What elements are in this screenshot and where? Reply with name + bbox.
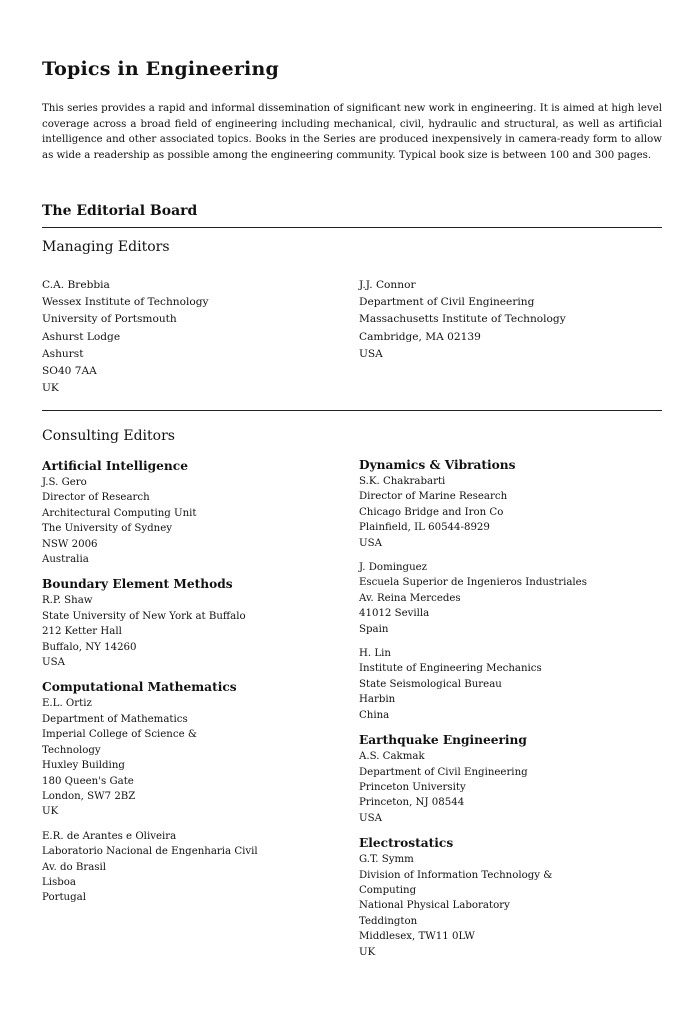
divider [42,227,662,228]
address-line: The University of Sydney [42,523,173,535]
address-line: Department of Civil Engineering [359,296,535,309]
address-line: Australia [42,554,89,566]
managing-editors-heading: Managing Editors [42,239,170,255]
address-line: Escuela Superior de Ingenieros Industriales [359,577,587,589]
address-line: Director of Research [42,492,150,504]
address-line: National Physical Laboratory [359,900,510,912]
topic-section [359,732,587,826]
address-line: Av. Reina Mercedes [359,592,461,604]
address-line: State Seismological Bureau [359,678,502,690]
topic-section [42,458,258,567]
address-line: Architectural Computing Unit [42,507,197,519]
address-line: 180 Queen's Gate [42,775,134,787]
topic-heading: Earthquake Engineering [359,733,527,748]
editor-name: A.S. Cakmak [359,751,425,763]
address-line: Middlesex, TW11 0LW [359,931,475,943]
address-line: Director of Marine Research [359,491,508,503]
address-line: Imperial College of Science & [42,729,197,741]
editor-entry [42,829,258,906]
address-line: China [359,709,390,721]
address-line: Princeton University [359,781,466,793]
address-line: 41012 Sevilla [359,608,430,620]
address-line: Av. do Brasil [42,861,107,873]
topic-heading: Computational Mathematics [42,680,237,695]
address-line: London, SW7 2BZ [42,790,136,802]
editor-name: J.S. Gero [42,477,87,488]
address-line: Technology [42,744,101,756]
address-line: NSW 2006 [42,538,98,550]
address-line: Department of Mathematics [42,713,188,725]
address-line: SO40 7AA [42,365,97,378]
editor-name: J.J. Connor [359,279,416,291]
address-line: Huxley Building [42,760,125,772]
series-description: This series provides a rapid and informal dissemination of significant new work in engineering. It is aimed at high level coverage across a broad field of engineering including mechanical, civil, hydraulic and structural, as well as artificial intelligence and other associated topics. Books in the Series are produced inexpensively in camera-ready form to allow as wide a readership as possible among the engineering community. Typical book size is between 100 and 300 pages. [42,103,662,161]
editor-name: E.L. Ortiz [42,698,92,710]
divider [42,410,662,411]
topic-heading: Dynamics & Vibrations [359,458,516,472]
topic-heading: Artificial Intelligence [42,459,188,473]
topic-heading: Electrostatics [359,836,454,851]
address-line: Institute of Engineering Mechanics [359,663,542,675]
address-line: USA [359,812,382,824]
series-title: Topics in Engineering [42,58,279,80]
address-line: Department of Civil Engineering [359,766,528,778]
editor-name: H. Lin [359,648,391,660]
address-line: Spain [359,623,389,635]
editor-name: E.R. de Arantes e Oliveira [42,830,177,842]
address-line: Chicago Bridge and Iron Co [359,506,504,518]
address-line: 212 Ketter Hall [42,626,122,638]
topic-section [42,679,258,819]
address-line: Division of Information Technology & [359,869,553,881]
consulting-right-column [359,457,587,969]
address-line: Computing [359,884,417,896]
managing-editor-left [42,277,209,397]
address-line: USA [359,537,382,549]
topic-heading: Boundary Element Methods [42,577,233,592]
address-line: USA [359,347,383,360]
managing-editor-right [359,277,566,363]
editor-name: R.P. Shaw [42,595,93,607]
address-line: USA [42,657,65,669]
editor-entry [359,646,587,723]
address-line: Lisboa [42,876,76,888]
address-line: UK [359,946,376,958]
address-line: University of Portsmouth [42,313,177,326]
editor-name: S.K. Chakrabarti [359,476,446,487]
editorial-board-heading: The Editorial Board [42,203,198,219]
editor-name: J. Dominguez [359,562,428,574]
address-line: Teddington [359,915,418,927]
topic-section [42,576,258,670]
editor-name: C.A. Brebbia [42,279,110,291]
editor-entry [359,560,587,637]
address-line: State University of New York at Buffalo [42,610,246,622]
editor-name: G.T. Symm [359,854,414,866]
address-line: Plainfield, IL 60544-8929 [359,522,490,534]
consulting-editors-heading: Consulting Editors [42,428,175,444]
address-line: Princeton, NJ 08544 [359,797,465,809]
topic-section [359,835,587,960]
address-line: Harbin [359,694,396,706]
topic-section [359,457,587,551]
address-line: UK [42,382,59,395]
address-line: Portugal [42,892,86,904]
address-line: Wessex Institute of Technology [42,296,209,309]
address-line: Ashurst Lodge [42,330,121,343]
address-line: Buffalo, NY 14260 [42,641,137,653]
address-line: Cambridge, MA 02139 [359,330,481,343]
address-line: UK [42,806,59,818]
address-line: Ashurst [42,347,84,360]
address-line: Laboratorio Nacional de Engenharia Civil [42,846,258,858]
consulting-left-column [42,458,258,915]
address-line: Massachusetts Institute of Technology [359,313,566,326]
